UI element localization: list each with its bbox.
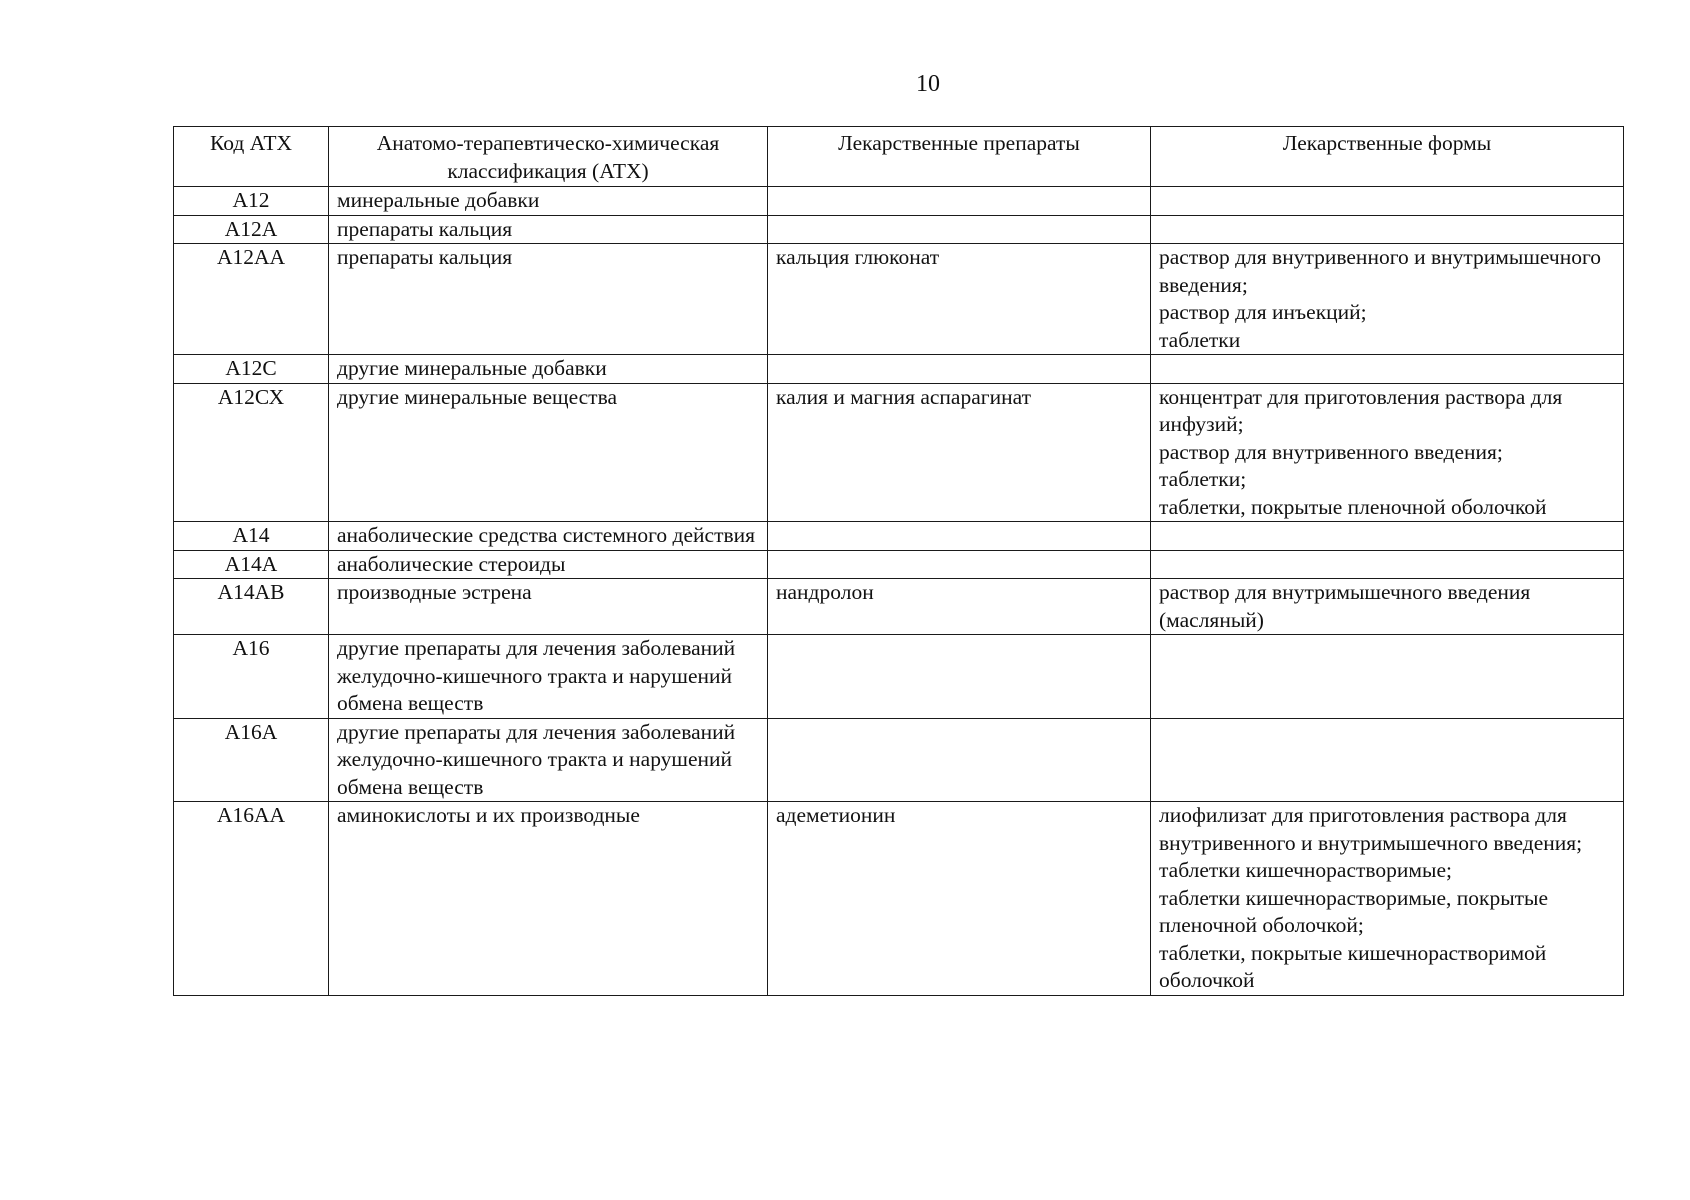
page-number: 10: [916, 71, 940, 97]
classification-cell: другие минеральные вещества: [329, 383, 768, 522]
form-line: таблетки;: [1159, 467, 1247, 491]
form-line: концентрат для приготовления раствора для инфузий;: [1159, 384, 1563, 436]
form-line: лиофилизат для приготовления раствора для внутривенного и внутримышечного введения;: [1159, 803, 1583, 855]
form-line: раствор для внутривенного введения;: [1159, 439, 1503, 464]
table-body: [174, 187, 1624, 996]
forms-cell: [1151, 187, 1624, 216]
table-row: [174, 215, 1624, 244]
table-row: [174, 718, 1624, 802]
header-forms: Лекарственные формы: [1151, 127, 1624, 187]
drug-cell: [768, 718, 1151, 802]
form-line: таблетки: [1159, 327, 1241, 352]
atx-code-cell: А16: [174, 635, 329, 719]
table-row: [174, 635, 1624, 719]
classification-cell: анаболические стероиды: [329, 550, 768, 579]
table-row: [174, 579, 1624, 635]
form-line: раствор для внутривенного и внутримышечного введения;: [1159, 245, 1602, 297]
form-line: таблетки кишечнорастворимые, покрытые пленочной оболочкой;: [1159, 885, 1549, 937]
forms-cell: [1151, 215, 1624, 244]
forms-cell: [1151, 522, 1624, 551]
classification-cell: другие препараты для лечения заболеваний желудочно-кишечного тракта и нарушений обмена веществ: [329, 718, 768, 802]
classification-cell: анаболические средства системного действия: [329, 522, 768, 551]
header-drugs: Лекарственные препараты: [768, 127, 1151, 187]
form-line: раствор для инъекций;: [1159, 300, 1367, 324]
form-line: таблетки, покрытые кишечнорастворимой оболочкой: [1159, 940, 1547, 992]
classification-cell: другие препараты для лечения заболеваний желудочно-кишечного тракта и нарушений обмена веществ: [329, 635, 768, 719]
header-row: [174, 127, 1624, 187]
forms-cell: [1151, 244, 1624, 355]
header-classification: Анатомо-терапевтическо-химическая классификация (АТХ): [329, 127, 768, 187]
atx-code-cell: А12СХ: [174, 383, 329, 522]
table-row: [174, 550, 1624, 579]
atx-code-cell: А12С: [174, 355, 329, 384]
drug-cell: [768, 635, 1151, 719]
forms-cell: [1151, 802, 1624, 996]
classification-cell: аминокислоты и их производные: [329, 802, 768, 996]
form-line: раствор для внутримышечного введения (масляный): [1159, 580, 1531, 632]
atx-code-cell: А16А: [174, 718, 329, 802]
table-row: [174, 522, 1624, 551]
forms-cell: [1151, 718, 1624, 802]
atx-code-cell: А14АВ: [174, 579, 329, 635]
form-line: таблетки, покрытые пленочной оболочкой: [1159, 494, 1547, 519]
drug-cell: калия и магния аспарагинат: [768, 383, 1151, 522]
classification-cell: другие минеральные добавки: [329, 355, 768, 384]
drug-cell: [768, 187, 1151, 216]
atx-code-cell: А12АА: [174, 244, 329, 355]
table-header: [174, 127, 1624, 187]
atx-code-cell: А12: [174, 187, 329, 216]
classification-cell: производные эстрена: [329, 579, 768, 635]
drug-cell: адеметионин: [768, 802, 1151, 996]
forms-cell: [1151, 579, 1624, 635]
drug-cell: [768, 550, 1151, 579]
forms-cell: [1151, 383, 1624, 522]
atx-code-cell: А14: [174, 522, 329, 551]
form-line: таблетки кишечнорастворимые;: [1159, 858, 1452, 882]
drug-cell: [768, 215, 1151, 244]
drug-cell: [768, 355, 1151, 384]
atx-code-cell: А14А: [174, 550, 329, 579]
atx-code-cell: А16АА: [174, 802, 329, 996]
forms-cell: [1151, 550, 1624, 579]
header-code: Код АТХ: [174, 127, 329, 187]
classification-cell: препараты кальция: [329, 215, 768, 244]
table-row: [174, 244, 1624, 355]
forms-cell: [1151, 635, 1624, 719]
table-row: [174, 802, 1624, 996]
drug-cell: [768, 522, 1151, 551]
atx-table: [173, 126, 1624, 996]
forms-cell: [1151, 355, 1624, 384]
atx-code-cell: А12А: [174, 215, 329, 244]
table-row: [174, 355, 1624, 384]
drug-cell: нандролон: [768, 579, 1151, 635]
classification-cell: препараты кальция: [329, 244, 768, 355]
drug-cell: кальция глюконат: [768, 244, 1151, 355]
table-row: [174, 383, 1624, 522]
classification-cell: минеральные добавки: [329, 187, 768, 216]
table-row: [174, 187, 1624, 216]
